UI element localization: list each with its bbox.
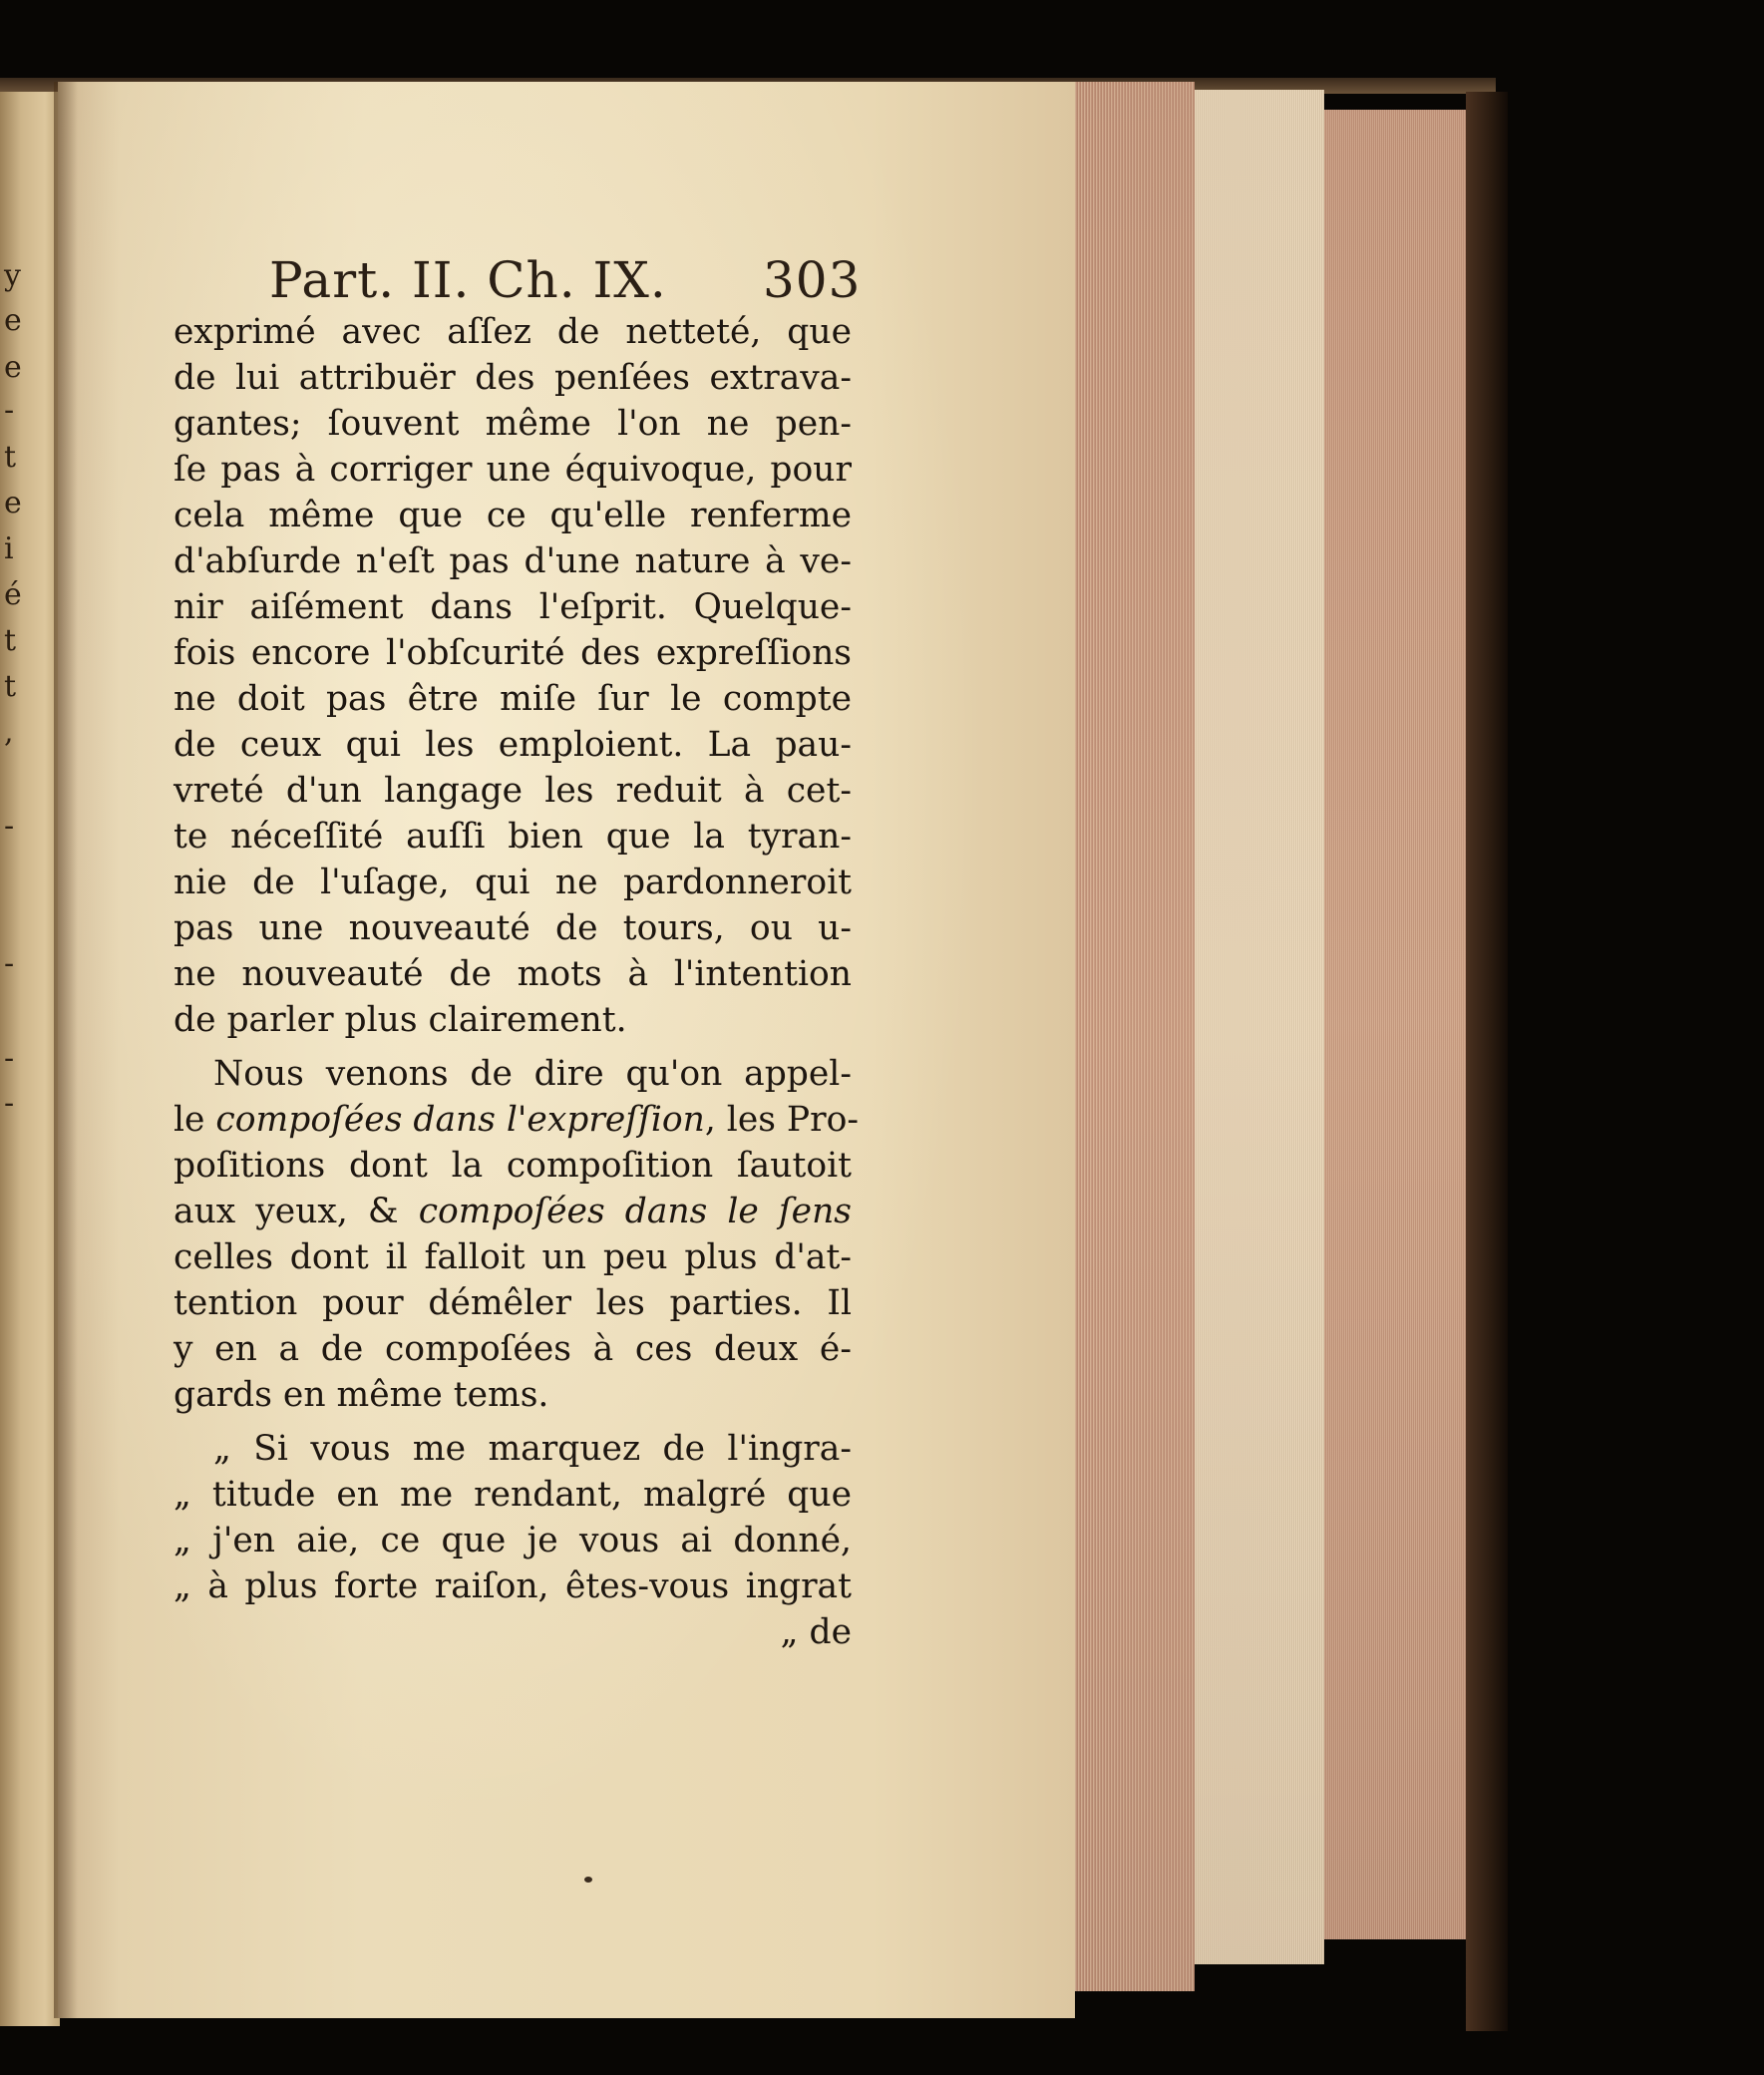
line-segment: , les Pro- bbox=[704, 1100, 860, 1140]
left-fragment: e bbox=[4, 486, 22, 520]
page-block-edge-outer bbox=[1324, 110, 1472, 1939]
left-fragment: i bbox=[4, 531, 14, 566]
quoted-line: „ j'en aie, ce que je vous ai donné, bbox=[174, 1521, 852, 1560]
running-head bbox=[269, 251, 868, 311]
text-line: ne nouveauté de mots à l'intention bbox=[174, 954, 852, 994]
text-line: te néceſſité auſſi bien que la tyran- bbox=[174, 817, 852, 857]
book-cover-edge bbox=[1466, 92, 1508, 2031]
catchword: „ de bbox=[780, 1612, 852, 1652]
text-line: tention pour démêler les parties. Il bbox=[174, 1283, 852, 1323]
quoted-line: „ titude en me rendant, malgré que bbox=[174, 1475, 852, 1515]
text-line: nir aiſément dans l'eſprit. Quelque- bbox=[174, 587, 852, 627]
text-line: ne doit pas être miſe ſur le compte bbox=[174, 679, 852, 719]
left-fragment: - bbox=[4, 1086, 15, 1121]
facing-left-page-edge bbox=[0, 92, 60, 2026]
text-line: gantes; ſouvent même l'on ne pen- bbox=[174, 404, 852, 444]
left-fragment: - bbox=[4, 946, 15, 981]
quoted-line: „ à plus forte raiſon, êtes-vous ingrat bbox=[174, 1566, 852, 1606]
text-line: nie de l'uſage, qui ne pardonneroit bbox=[174, 863, 852, 902]
left-fragment: - bbox=[4, 1041, 15, 1076]
paragraph-start-line: Nous venons de dire qu'on appel- bbox=[213, 1054, 852, 1094]
text-line: cela même que ce qu'elle renferme bbox=[174, 496, 852, 535]
text-line: de ceux qui les emploient. La pau- bbox=[174, 725, 852, 765]
text-line: poſitions dont la compoſition ſautoit bbox=[174, 1146, 852, 1186]
text-line: celles dont il falloit un peu plus d'at- bbox=[174, 1237, 852, 1277]
left-fragment: y bbox=[4, 258, 21, 293]
page-block-edge bbox=[1075, 82, 1195, 1991]
left-fragment: - bbox=[4, 393, 15, 428]
text-line: ſe pas à corriger une équivoque, pour bbox=[174, 450, 852, 490]
text-line-with-italic bbox=[174, 1097, 860, 1143]
left-fragment: é bbox=[4, 577, 22, 612]
text-line: de lui attribuër des penſées extrava- bbox=[174, 358, 852, 398]
left-fragment: e bbox=[4, 303, 22, 338]
text-line: y en a de compoſées à ces deux é- bbox=[174, 1329, 852, 1369]
text-line: pas une nouveauté de tours, ou u- bbox=[174, 908, 852, 948]
line-segment: aux yeux, & bbox=[174, 1192, 419, 1231]
italic-term: compoſées dans l'expreſſion bbox=[215, 1100, 705, 1140]
italic-term: compoſées dans le ſens bbox=[418, 1192, 853, 1231]
quoted-line: „ Si vous me marquez de l'ingra- bbox=[213, 1429, 852, 1469]
left-fragment: - bbox=[4, 809, 15, 844]
left-fragment: e bbox=[4, 350, 22, 385]
running-head-title: Part. II. Ch. IX. bbox=[269, 251, 667, 309]
text-line: d'abſurde n'eſt pas d'une nature à ve- bbox=[174, 541, 852, 581]
left-fragment: t bbox=[4, 669, 17, 704]
left-fragment: t bbox=[4, 440, 17, 475]
page-number: 303 bbox=[763, 251, 862, 309]
page-block-edge-light bbox=[1195, 90, 1324, 1964]
text-line: de parler plus clairement. bbox=[174, 1000, 627, 1040]
text-line: vreté d'un langage les reduit à cet- bbox=[174, 771, 852, 811]
right-page bbox=[58, 82, 1075, 2018]
text-line: fois encore l'obſcurité des expreſſions bbox=[174, 633, 852, 673]
ink-speck bbox=[584, 1877, 592, 1883]
left-fragment: t bbox=[4, 623, 17, 658]
left-fragment: , bbox=[4, 715, 14, 750]
text-line-with-italic bbox=[174, 1189, 852, 1234]
text-line: exprimé avec aſſez de netteté, que bbox=[174, 312, 852, 352]
line-segment: le bbox=[174, 1100, 216, 1140]
text-line: gards en même tems. bbox=[174, 1375, 549, 1415]
